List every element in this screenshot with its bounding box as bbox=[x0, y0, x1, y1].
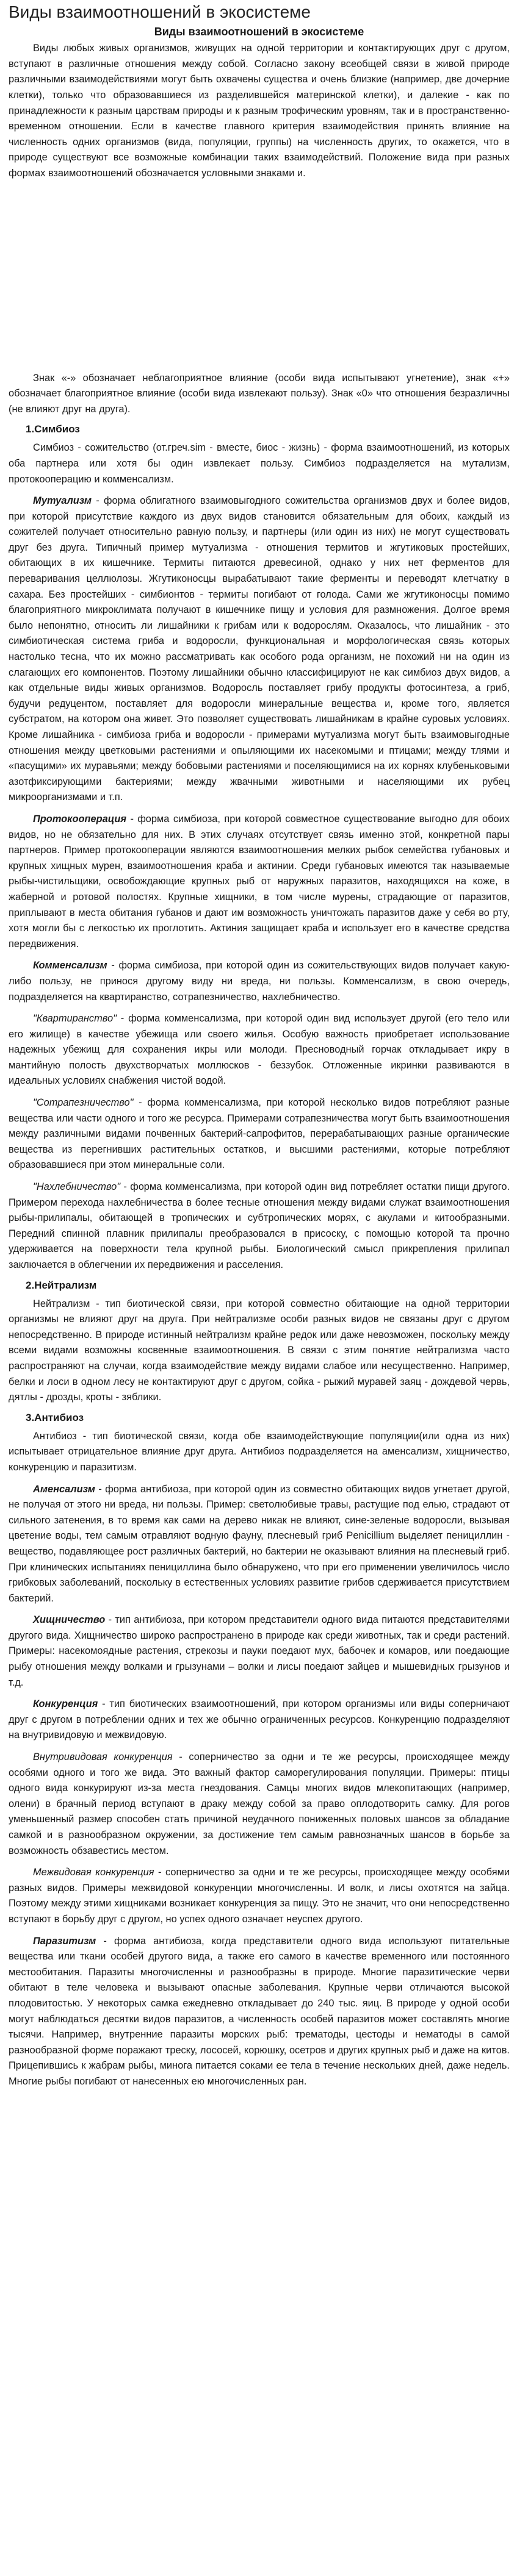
term-parasitism: Паразитизм bbox=[33, 1935, 96, 1947]
kvartiranstvo-paragraph bbox=[9, 1011, 510, 1089]
term-sotrapeznichestvo: "Сотрапезничество" bbox=[33, 1097, 134, 1109]
term-amensalism: Аменсализм bbox=[33, 1483, 95, 1495]
kvartiranstvo-text: - форма комменсализма, при которой один вид использует другой (его тело или его жилище) в качестве убежища или своего жилья. Особую важность приобретает использование надежных убежищ для сохранения икры или молоди. Пресноводный горчак откладывает икру в мантийную полость двухстворчатых моллюсков - беззубок. Отложенные икринки развиваются в идеальных условиях снабжения чистой водой. bbox=[9, 1013, 510, 1087]
symbiosis-paragraph: Симбиоз - сожительство (от.греч.sim - вместе, биос - жизнь) - форма взаимоотношений, из которых оба партнера или хотя бы один извлекает пользу. Симбиоз подразделяется на мутализм, протокооперацию и комменсализм. bbox=[9, 442, 510, 485]
predation-text: - тип антибиоза, при котором представители одного вида питаются представителями другого вида. Хищничество широко распространено в природе как среди животных, так и среди растений. Примеры: насекомоядные растения, стрекозы и пауки поедают мух, бабочек и комаров, или поедающие рыбу отношения между волками и грызунами – волки и лисы поедают зайцев и мышевидных грызунов и т.д. bbox=[9, 1614, 510, 1688]
intraspecific-paragraph bbox=[9, 1750, 510, 1859]
protocooperation-text: - форма симбиоза, при которой совместное существование выгодно для обоих видов, но не обязательно для них. В этих случаях отсутствует связь именно этой, конкретной пары партнеров. Пример протокооперации являются взаимоотношения мелких рыбок семейства губановых и крупных хищных мурен, взаимоотношения краба и актинии. Среди губановых имеются так называемые рыбы-чистильщики, освобождающие крупных рыб от наружных паразитов, находящихся на коже, в жаберной и ротовой полостях. Крупные хищники, в том числе мурены, страдающие от паразитов, приплывают в места обитания губанов и дают им возможность уничтожать паразитов даже у себя во рту, хотя могли бы с легкостью их проглотить. Актиния защищает краба и использует его в качестве средства передвижения. bbox=[9, 813, 510, 950]
term-commensalism: Комменсализм bbox=[33, 960, 107, 971]
interspecific-paragraph bbox=[9, 1865, 510, 1927]
term-kvartiranstvo: "Квартиранство" bbox=[33, 1013, 117, 1025]
term-intraspecific: Внутривидовая конкуренция bbox=[33, 1751, 173, 1763]
predation-paragraph bbox=[9, 1612, 510, 1690]
sotrapeznichestvo-paragraph bbox=[9, 1095, 510, 1173]
competition-paragraph bbox=[9, 1697, 510, 1744]
protocooperation-paragraph bbox=[9, 812, 510, 952]
parasitism-paragraph bbox=[9, 1934, 510, 2090]
term-interspecific: Межвидовая конкуренция bbox=[33, 1867, 154, 1878]
signs-paragraph: Знак «-» обозначает неблагоприятное влияние (особи вида испытывают угнетение), знак «+» обозначает благоприятное влияние (особи вида извлекают пользу). Знак «0» что отношения безразличны (не влияют друг на друга). bbox=[9, 372, 510, 415]
term-mutualism: Мутуализм bbox=[33, 495, 92, 507]
heading-neutralism: 2.Нейтрализм bbox=[26, 1279, 97, 1291]
intro-paragraph: Виды любых живых организмов, живущих на одной территории и контактирующих друг с другом, вступают в различные отношения между собой. Согласно закону всеобщей связи в живой природе различными взаимодействиями могут быть охвачены существа и очень близкие (например, две дочерние клетки), только что образовавшиеся из разделившейся материнской клетки), и далекие - как по принадлежности к разным царствам природы и к разным трофическим уровням, так и в пространственно-временном отношении. Если в качестве главного критерия взаимодействия принять влияние на численность одних организмов (вида, популяции, группы) на численность других, то окажется, что в природе существуют все возможные комбинации таких взаимодействий. Положение вида при разных формах взаимоотношений обозначается условными знаками и. bbox=[9, 43, 510, 179]
amensalism-text: - форма антибиоза, при которой один из совместно обитающих видов угнетает другой, не получая от этого ни вреда, ни пользы. Пример: светолюбивые травы, растущие под елью, страдают от сильного затенения, в то время как сами на дерево никак не влияют, сине-зеленые водоросли, вызывая цветение воды, тем самым отравляют водную фауну, плесневый гриб Penicillium выделяет пенициллин - вещество, подавляющее рост различных бактерий, но бактерии не оказывают влияния на плесневый гриб. При клинических испытаниях пенициллина было обнаружено, что при его применении увеличилось число грибковых заболеваний, поскольку в естественных условиях развитие грибов сдерживается присутствием бактерий. bbox=[9, 1483, 510, 1604]
amensalism-paragraph bbox=[9, 1482, 510, 1607]
commensalism-paragraph bbox=[9, 958, 510, 1005]
parasitism-text: - форма антибиоза, когда представители одного вида используют питательные вещества или ткани особей другого вида, а также его самого в качестве временного или постоянного местообитания. Паразиты многочисленны и разнообразны в природе. Многие паразитические черви обитают в теле человека и вызывают опасные заболевания. Крупные черви отличаются высокой плодовитостью. У некоторых самка ежедневно откладывает до 240 тыс. яиц. В природе у одной особи могут наблюдаться десятки видов паразитов, а численность особей паразитов может составлять многие тысячи. Например, внутренние паразиты морских рыб: трематоды, цестоды и нематоды в самой разнообразной форме поражают треску, лососей, корюшку, осетров и других крупных рыб и даже на китов. Прицепившись к жабрам рыбы, минога питается соками ее тела в течение нескольких дней, даже недель. Многие рыбы погибают от нанесенных ею многочисленных ран. bbox=[9, 1935, 510, 2087]
term-nahlebnichestvo: "Нахлебничество" bbox=[33, 1181, 121, 1193]
mutualism-text: - форма облигатного взаимовыгодного сожительства организмов двух и более видов, при которой присутствие каждого из двух видов становится обязательным для обоих, каждый из сожителей получает относительно равную пользу, и партнеры (или один из них) не могут существовать друг без друга. Типичный пример мутуализма - отношения термитов и жгутиковых простейших, обитающих в их кишечнике. Термиты питаются древесиной, однако у них нет ферментов для переваривания целлюлозы. Жгутиконосцы вырабатывают такие ферменты и переводят клетчатку в сахара. Без простейших - симбионтов - термиты погибают от голода. Сами же жгутиконосцы помимо благоприятного микроклимата получают в кишечнике пищу и условия для размножения. Долгое время было непонятно, относить ли лишайники к грибам или к водорослям. Оказалось, что лишайник - это симбиотическая система гриба и водоросли, функциональная и морфологическая связь которых настолько тесна, что их можно рассматривать как особого рода организм, не похожий ни на один из слагающих его компонентов. Поэтому лишайники обычно классифицируют не как симбиоз двух видов, а как отдельные виды живых организмов. Водоросль поставляет грибу продукты фотосинтеза, а гриб, будучи редуцентом, поставляет для водоросли минеральные вещества и, кроме того, является субстратом, на котором она живет. Это позволяет существовать лишайникам в крайне суровых условиях. Кроме лишайника - симбиоза гриба и водоросли - примерами мутуализма могут быть взаимовыгодные отношения между цветковыми растениями и опыляющими их насекомыми и птицами; между тлями и «пасущими» их муравьями; между бобовыми растениями и поселяющимися на их корнях клубеньковыми азотфиксирующими бактериями; между жвачными животными и населяющими их рубец микроорганизмами и т.п. bbox=[9, 495, 510, 803]
sotrapeznichestvo-text: - форма комменсализма, при которой несколько видов потребляют разные вещества или части одного и того же ресурса. Примерами сотрапезничества могут быть взаимоотношения между различными видами почвенных бактерий-сапрофитов, перерабатывающих разные органические вещества из перегнивших растительных остатков, и высшими растениями, которые потребляют образовавшиеся при этом минеральные соли. bbox=[9, 1097, 510, 1171]
neutralism-paragraph: Нейтрализм - тип биотической связи, при которой совместно обитающие на одной территории организмы не влияют друг на друга. При нейтрализме особи разных видов не связаны друг с другом непосредственно. В природе истинный нейтрализм крайне редок или даже невозможен, поскольку между всеми видами возможны косвенные взаимоотношения. В связи с этим понятие нейтрализма часто распространяют на случаи, когда взаимодействие между видами слабое или несущественно. Например, белки и лоси в одном лесу не контактируют друг с другом, сойка - рыжий муравей заяц - дождевой червь, дятлы - дрозды, кроты - зяблики. bbox=[9, 1298, 510, 1403]
term-competition: Конкуренция bbox=[33, 1698, 98, 1710]
antibiosis-paragraph: Антибиоз - тип биотической связи, когда обе взаимодействующие популяции(или одна из них) испытывает отрицательное влияние друг друга. Антибиоз подразделяется на аменсализм, хищничество, конкуренцию и паразитизм. bbox=[9, 1430, 510, 1473]
competition-text: - тип биотических взаимоотношений, при котором организмы или виды соперничают друг с другом в потреблении одних и тех же обычно ограниченных ресурсов. Конкуренцию подразделяют на внутривидовую и межвидовую. bbox=[9, 1698, 510, 1741]
heading-symbiosis: 1.Симбиоз bbox=[26, 423, 80, 435]
heading-antibiosis: 3.Антибиоз bbox=[26, 1411, 84, 1423]
nahlebnichestvo-text: - форма комменсализма, при которой один вид потребляет остатки пищи другого. Примером перехода нахлебничества в более тесные отношения между видами служат взаимоотношения рыбы-прилипалы, обитающей в тропических и субтропических морях, с акулами и китообразными. Передний спинной плавник прилипалы преобразовался в присоску, с помощью которой та прочно удерживается на поверхности тела крупной рыбы. Биологический смысл прикрепления прилипал заключается в облегчении их передвижения и расселения. bbox=[9, 1181, 510, 1270]
term-predation: Хищничество bbox=[33, 1614, 106, 1626]
commensalism-text: - форма симбиоза, при которой один из сожительствующих видов получает какую-либо пользу, не принося другому виду ни вреда, ни пользы. Комменсализм, в свою очередь, подразделяется на квартиранство, сотрапезничество, нахлебничество. bbox=[9, 960, 510, 1003]
intraspecific-text: - соперничество за одни и те же ресурсы, происходящее между особями одного и того же вида. Это важный фактор саморегулирования популяции. Примеры: птицы одного вида конкурируют из-за места гнездования. Самцы многих видов млекопитающих (например, олени) в брачный период вступают в драку между собой за право оплодотворить самку. Для рогов уменьшенный размер способен стать причиной неудачного пониженных половых шансов за обладание самкой и в разнообразном окружении, за достижение тем самым равнозначных шансов в борьбе за возможность обзавестись местом. bbox=[9, 1751, 510, 1856]
mutualism-paragraph bbox=[9, 493, 510, 806]
page-title: Виды взаимоотношений в экосистеме bbox=[9, 2, 311, 21]
interspecific-text: - соперничество за одни и те же ресурсы, происходящее между особями разных видов. Примеры межвидовой конкуренции многочисленны. И волк, и лисы охотятся на зайца. Поэтому между этими хищниками возникает конкуренция за пищу. Это не значит, что они непосредственно вступают в борьбу друг с другом, но успех одного означает неуспех другого. bbox=[9, 1867, 510, 1925]
term-protocooperation: Протокооперация bbox=[33, 813, 127, 825]
nahlebnichestvo-paragraph bbox=[9, 1179, 510, 1273]
document-subtitle: Виды взаимоотношений в экосистеме bbox=[154, 26, 364, 38]
blank-space bbox=[9, 188, 510, 371]
